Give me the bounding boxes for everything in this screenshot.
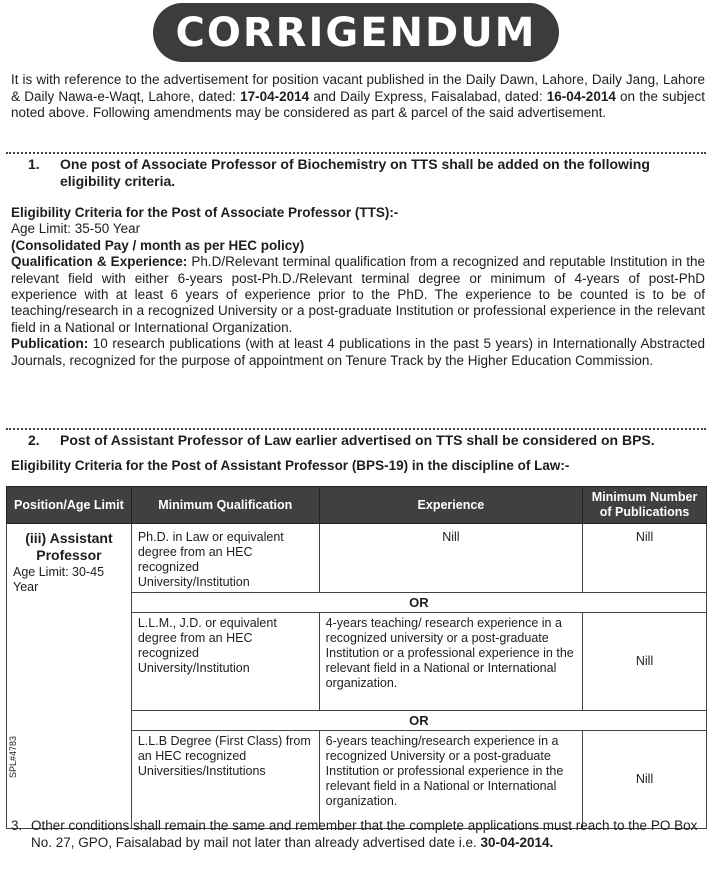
intro-date-1: 17-04-2014 (240, 88, 310, 104)
qualification-cell: Ph.D. in Law or equivalent degree from an HEC recognized University/Institution (131, 524, 319, 593)
experience-cell: 4-years teaching/ research experience in a recognized university or a post-graduate Institution or a professional experience in the relevant field in a National or International organization. (319, 613, 582, 711)
qualification-label: Qualification & Experience: (11, 254, 188, 270)
intro-text-3: on the subject noted above. Following amendments may be considered as part & parcel of the said advertisement. (11, 88, 706, 121)
section1-heading-text: One post of Associate Professor of Biochemistry on TTS shall be added on the following eligibility criteria. (60, 156, 650, 189)
title-banner (153, 3, 559, 62)
section1-number: 1. (28, 156, 40, 172)
footer-date: 30-04-2014. (480, 834, 554, 850)
publication-text: 10 research publications (with at least 4 publications in the past 5 years) in Internationally Abstracted Journals, recognized for the purpose of appointment on Tenure Track by the Higher Education Commission. (11, 336, 705, 368)
section1-criteria-title: Eligibility Criteria for the Post of Associate Professor (TTS):- (11, 205, 399, 220)
divider (6, 428, 706, 430)
page-title: CORRIGENDUM (175, 9, 537, 56)
publications-cell: Nill (583, 731, 707, 829)
publications-cell: Nill (583, 613, 707, 711)
divider (6, 152, 706, 154)
section1-pay: (Consolidated Pay / month as per HEC policy) (11, 237, 305, 253)
section2-criteria-title: Eligibility Criteria for the Post of Assistant Professor (BPS-19) in the discipline of Law:- (11, 458, 570, 473)
spl-code: SPL#4783 (8, 735, 18, 778)
footer-text: Other conditions shall remain the same and remember that the complete applications must reach to the PO Box No. 27, GPO, Faisalabad by mail not later than already advertised date i.e. (31, 818, 698, 850)
section2-heading-text: Post of Assistant Professor of Law earlier advertised on TTS shall be considered on BPS. (60, 432, 655, 448)
section2-number: 2. (28, 432, 40, 448)
criteria-table (6, 486, 707, 829)
section1-body (11, 205, 705, 369)
or-label: OR (131, 593, 706, 613)
experience-cell: 6-years teaching/research experience in a recognized University or a post-graduate Institution or professional experience in the relevant field in a National or International organization. (319, 731, 582, 829)
qualification-cell: L.L.M., J.D. or equivalent degree from an HEC recognized University/Institution (131, 613, 319, 711)
experience-cell: Nill (319, 524, 582, 593)
publication-label: Publication: (11, 336, 89, 352)
header-publications: Minimum Number of Publications (583, 487, 707, 524)
position-cell (7, 524, 132, 829)
publications-cell: Nill (583, 524, 707, 593)
intro-date-2: 16-04-2014 (546, 88, 616, 104)
position-age-limit: Age Limit: 30-45 Year (13, 565, 105, 594)
qualification-cell: L.L.B Degree (First Class) from an HEC recognized Universities/Institutions (131, 731, 319, 829)
qualification-text: Ph.D/Relevant terminal qualification from a recognized and reputable Institution in the relevant field with either 6-years post-Ph.D./Relevant terminal degree or minimum of 4-years of post-PhD experience with at least 6 years of experience prior to the PhD. The experience to be counted is to be of teaching/research in a recognized University or a post-graduate Institution or professional experience in the relevant field in a National or International Organization. (11, 254, 706, 335)
intro-text-2: and Daily Express, Faisalabad, dated: (309, 88, 547, 104)
intro-paragraph (11, 72, 705, 122)
table-row (7, 524, 707, 593)
position-title: (iii) Assistant Professor (25, 530, 113, 563)
table-header-row (7, 487, 707, 524)
header-position: Position/Age Limit (7, 487, 132, 524)
footer-number: 3. (11, 818, 23, 833)
section1-age-limit: Age Limit: 35-50 Year (11, 221, 141, 237)
header-experience: Experience (319, 487, 582, 524)
header-qualification: Minimum Qualification (131, 487, 319, 524)
intro-text-1: It is with reference to the advertisement for position vacant published in the Daily Dawn, Lahore, Daily Jang, Lahore & Daily Nawa-e-Waqt, Lahore, dated: (11, 72, 705, 104)
banner (0, 0, 712, 67)
or-label: OR (131, 711, 706, 731)
